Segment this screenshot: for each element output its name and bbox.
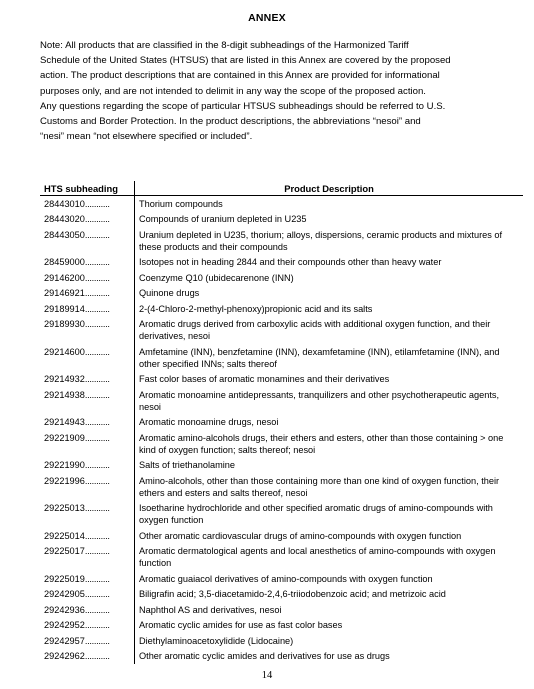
product-description: Isotopes not in heading 2844 and their compounds other than heavy water (135, 255, 524, 270)
hts-code: 29242957 (44, 635, 85, 646)
product-description: Aromatic guaiacol derivatives of amino-compounds with oxygen function (135, 571, 524, 586)
table-row (40, 344, 523, 372)
hts-code: 29214943 (44, 417, 85, 428)
hts-code: 29221990 (44, 460, 85, 471)
hts-code-cell (40, 633, 135, 648)
table-row (40, 501, 523, 529)
table-row (40, 415, 523, 430)
table-row (40, 618, 523, 633)
table-row (40, 649, 523, 664)
dot-leader: ........... (84, 257, 110, 268)
dot-leader: ........... (84, 546, 110, 557)
hts-code-cell (40, 415, 135, 430)
hts-code: 28443010 (44, 198, 85, 209)
annex-title: ANNEX (248, 12, 286, 24)
hts-code: 28459000 (44, 257, 85, 268)
product-description: Isoetharine hydrochloride and other specified aromatic drugs of amino-compounds with oxygen function (135, 501, 524, 529)
hts-code-cell (40, 649, 135, 664)
hts-code-cell (40, 587, 135, 602)
hts-code-cell (40, 301, 135, 316)
hts-code: 29242936 (44, 604, 85, 615)
table-row (40, 255, 523, 270)
hts-code-cell (40, 430, 135, 458)
hts-code-cell (40, 544, 135, 572)
dot-leader: ........... (84, 303, 110, 314)
dot-leader: ........... (84, 272, 110, 283)
hts-code: 29242962 (44, 651, 85, 662)
hts-code: 28443050 (44, 229, 85, 240)
dot-leader: ........... (84, 198, 110, 209)
dot-leader: ........... (84, 604, 110, 615)
table-row (40, 387, 523, 415)
product-description: Amino-alcohols, other than those containing more than one kind of oxygen function, their ethers and esters and salts thereof, nesoi (135, 473, 524, 501)
hts-code: 29221909 (44, 432, 85, 443)
product-description: Biligrafin acid; 3,5-diacetamido-2,4,6-triiodobenzoic acid; and metrizoic acid (135, 587, 524, 602)
product-description: Aromatic drugs derived from carboxylic acids with additional oxygen function, and their derivatives, nesoi (135, 316, 524, 344)
dot-leader: ........... (84, 620, 110, 631)
product-description: Naphthol AS and derivatives, nesoi (135, 602, 524, 617)
hts-code: 29225019 (44, 573, 85, 584)
hts-code: 29189914 (44, 303, 85, 314)
table-row (40, 270, 523, 285)
product-description: Compounds of uranium depleted in U235 (135, 211, 524, 226)
note-line: “nesi” mean “not elsewhere specified or included”. (40, 131, 253, 143)
hts-code-cell (40, 255, 135, 270)
dot-leader: ........... (84, 229, 110, 240)
table-row (40, 227, 523, 255)
hts-code-cell (40, 528, 135, 543)
product-description: Amfetamine (INN), benzfetamine (INN), dexamfetamine (INN), etilamfetamine (INN), and other specified INNs; salts thereof (135, 344, 524, 372)
note-line: Schedule of the United States (HTSUS) that are listed in this Annex are covered by the proposed (40, 55, 451, 67)
product-description: Thorium compounds (135, 196, 524, 212)
product-description: Fast color bases of aromatic monamines and their derivatives (135, 372, 524, 387)
dot-leader: ........... (84, 417, 110, 428)
product-description: Aromatic monoamine drugs, nesoi (135, 415, 524, 430)
hts-code: 29225017 (44, 546, 85, 557)
hts-subheading-header: HTS subheading (40, 181, 135, 196)
table-header-row (40, 181, 523, 196)
table-row (40, 544, 523, 572)
dot-leader: ........... (84, 503, 110, 514)
table-row (40, 458, 523, 473)
table-row (40, 528, 523, 543)
product-description: Aromatic amino-alcohols drugs, their ethers and esters, other than those containing > one kind of oxygen function; salts thereof; nesoi (135, 430, 524, 458)
product-description: Aromatic cyclic amides for use as fast color bases (135, 618, 524, 633)
hts-code: 29214600 (44, 346, 85, 357)
hts-code-cell (40, 473, 135, 501)
table-row (40, 211, 523, 226)
note-line: purposes only, and are not intended to delimit in any way the scope of the proposed action. (40, 85, 426, 97)
table-row (40, 602, 523, 617)
hts-code: 28443020 (44, 214, 85, 225)
table-row (40, 372, 523, 387)
dot-leader: ........... (84, 589, 110, 600)
dot-leader: ........... (84, 475, 110, 486)
hts-code-cell (40, 344, 135, 372)
dot-leader: ........... (84, 346, 110, 357)
hts-code-cell (40, 285, 135, 300)
hts-code: 29214932 (44, 374, 85, 385)
table-row (40, 285, 523, 300)
table-row (40, 633, 523, 648)
dot-leader: ........... (84, 460, 110, 471)
table-row (40, 430, 523, 458)
dot-leader: ........... (84, 573, 110, 584)
hts-code: 29189930 (44, 319, 85, 330)
dot-leader: ........... (84, 635, 110, 646)
dot-leader: ........... (84, 288, 110, 299)
dot-leader: ........... (84, 374, 110, 385)
dot-leader: ........... (84, 214, 110, 225)
note-line: Any questions regarding the scope of particular HTSUS subheadings should be referred to U.S. (40, 100, 446, 112)
note-line: Customs and Border Protection. In the product descriptions, the abbreviations “nesoi” and (40, 116, 421, 128)
hts-code-cell (40, 196, 135, 212)
hts-code-cell (40, 372, 135, 387)
hts-code: 29225013 (44, 503, 85, 514)
dot-leader: ........... (84, 432, 110, 443)
hts-code: 29146921 (44, 288, 85, 299)
dot-leader: ........... (84, 389, 110, 400)
hts-code-cell (40, 571, 135, 586)
product-description: Uranium depleted in U235, thorium; alloys, dispersions, ceramic products and mixtures of these products and their compounds (135, 227, 524, 255)
hts-table (40, 181, 523, 664)
hts-code: 29225014 (44, 530, 85, 541)
table-row (40, 473, 523, 501)
table-row (40, 301, 523, 316)
dot-leader: ........... (84, 319, 110, 330)
hts-code-cell (40, 602, 135, 617)
hts-code-cell (40, 211, 135, 226)
product-description: Other aromatic cyclic amides and derivatives for use as drugs (135, 649, 524, 664)
dot-leader: ........... (84, 651, 110, 662)
table-row (40, 587, 523, 602)
product-description: Diethylaminoacetoxylidide (Lidocaine) (135, 633, 524, 648)
hts-code-cell (40, 227, 135, 255)
table-row (40, 571, 523, 586)
hts-code-cell (40, 316, 135, 344)
product-description: Aromatic monoamine antidepressants, tranquilizers and other psychotherapeutic agents, nesoi (135, 387, 524, 415)
note-line: Note: All products that are classified in the 8-digit subheadings of the Harmonized Tariff (40, 40, 409, 51)
annex-note (40, 38, 500, 144)
page-number: 14 (261, 670, 273, 681)
product-description: Aromatic dermatological agents and local anesthetics of amino-compounds with oxygen function (135, 544, 524, 572)
product-description-header: Product Description (135, 181, 524, 196)
hts-code-cell (40, 501, 135, 529)
dot-leader: ........... (84, 530, 110, 541)
product-description: 2-(4-Chloro-2-methyl-phenoxy)propionic acid and its salts (135, 301, 524, 316)
product-description: Other aromatic cardiovascular drugs of amino-compounds with oxygen function (135, 528, 524, 543)
note-line: action. The product descriptions that are contained in this Annex are provided for informational (40, 70, 440, 82)
product-description: Coenzyme Q10 (ubidecarenone (INN) (135, 270, 524, 285)
hts-code-cell (40, 618, 135, 633)
hts-code: 29214938 (44, 389, 85, 400)
hts-code: 29146200 (44, 272, 85, 283)
table-row (40, 196, 523, 212)
product-description: Quinone drugs (135, 285, 524, 300)
hts-code-cell (40, 270, 135, 285)
hts-code: 29242952 (44, 620, 85, 631)
hts-code: 29242905 (44, 589, 85, 600)
hts-code-cell (40, 458, 135, 473)
hts-code-cell (40, 387, 135, 415)
hts-code: 29221996 (44, 475, 85, 486)
table-row (40, 316, 523, 344)
product-description: Salts of triethanolamine (135, 458, 524, 473)
